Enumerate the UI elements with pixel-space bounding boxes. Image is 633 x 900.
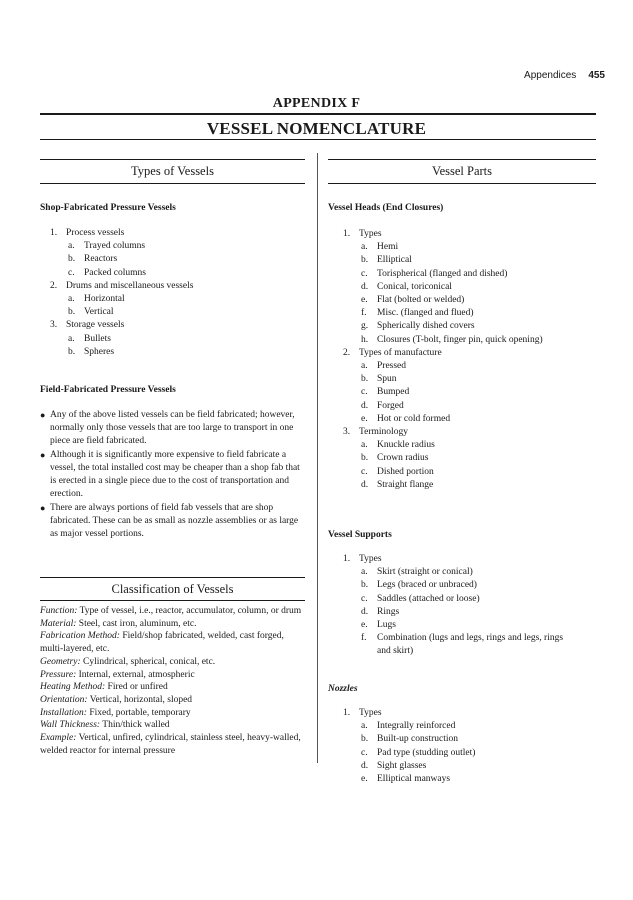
list-item-text: Integrally reinforced <box>377 721 456 732</box>
classification-text: Vertical, unfired, cylindrical, stainless steel, heavy-walled, welded reactor for internal pressure <box>40 733 301 756</box>
types-rule-bottom <box>40 183 305 184</box>
list-item <box>50 240 193 253</box>
column-divider <box>317 153 318 763</box>
list-item-text: Combination (lugs and legs, rings and legs, rings <box>377 633 564 644</box>
list-item-number: b. <box>361 453 369 464</box>
vessel-supports-list <box>343 553 563 659</box>
list-item <box>343 747 475 760</box>
list-item-number: a. <box>361 242 368 253</box>
list-item <box>50 346 193 359</box>
list-item-text: Spun <box>377 374 397 385</box>
list-item-text: Bumped <box>377 387 410 398</box>
classification-row <box>40 605 308 618</box>
list-item-text: Trayed columns <box>84 241 146 252</box>
classification-row <box>40 681 308 694</box>
classification-label: Geometry: <box>40 656 81 667</box>
list-item-number: d. <box>361 400 369 411</box>
list-item-number: 1. <box>343 554 351 564</box>
list-item-number: 1. <box>50 228 58 238</box>
classification-row <box>40 732 308 757</box>
appendix-label: APPENDIX F <box>272 96 361 111</box>
list-item-text: Sight glasses <box>377 760 427 771</box>
list-item-text: Flat (bolted or welded) <box>377 295 465 306</box>
parts-rule-bottom <box>328 183 596 184</box>
list-item <box>343 413 543 426</box>
classification-text: Internal, external, atmospheric <box>76 669 195 680</box>
list-item-number: b. <box>68 346 76 357</box>
list-item <box>343 228 543 241</box>
classification-row <box>40 719 308 732</box>
list-item <box>50 333 193 346</box>
bullet-icon: ● <box>40 503 46 513</box>
list-item <box>343 334 543 347</box>
list-item-number: h. <box>361 334 369 345</box>
list-item-text: Built-up construction <box>377 734 459 745</box>
list-item <box>50 319 193 332</box>
list-item <box>343 386 543 399</box>
list-item-text: Dished portion <box>377 466 434 477</box>
list-item <box>343 645 563 658</box>
list-item-number: 3. <box>343 427 351 438</box>
list-item-text: Forged <box>377 400 404 411</box>
list-item <box>343 553 563 566</box>
list-item-text: Knuckle radius <box>377 440 435 451</box>
list-item <box>343 439 543 452</box>
classification-row <box>40 656 308 669</box>
field-fabricated-heading: Field-Fabricated Pressure Vessels <box>40 385 176 395</box>
list-item-number: a. <box>361 721 368 732</box>
list-item-number: e. <box>361 620 368 631</box>
list-item-number: a. <box>68 241 75 252</box>
classification-rule-top <box>40 577 305 578</box>
classification-row <box>40 669 308 682</box>
list-item <box>50 253 193 266</box>
list-item-number: e. <box>361 413 368 424</box>
list-item-number: d. <box>361 606 369 617</box>
list-item-number: 2. <box>343 347 351 358</box>
classification-label: Function: <box>40 606 78 616</box>
list-item-text: Types <box>359 708 382 718</box>
list-item-text: Saddles (attached or loose) <box>377 593 480 604</box>
list-item <box>343 593 563 606</box>
list-item-text: Reactors <box>84 254 118 265</box>
list-item <box>343 619 563 632</box>
classification-text: Steel, cast iron, aluminum, etc. <box>76 618 197 629</box>
list-item-number: b. <box>68 307 76 318</box>
vessel-supports-heading: Vessel Supports <box>328 530 392 540</box>
list-item <box>343 466 543 479</box>
list-item <box>343 320 543 333</box>
list-item-text: Crown radius <box>377 453 429 464</box>
vessel-parts-heading: Vessel Parts <box>431 164 493 178</box>
bullet-icon: ● <box>40 410 46 420</box>
list-item-text: Conical, toriconical <box>377 281 452 292</box>
running-head <box>524 70 605 81</box>
list-item-text: Hemi <box>377 242 399 253</box>
list-item-text: Spheres <box>84 346 115 357</box>
nozzles-list <box>343 707 475 786</box>
classification-label: Installation: <box>40 707 87 718</box>
types-rule-top <box>40 159 305 160</box>
bullet-text: Although it is significantly more expensive to field fabricate a vessel, the total installed cost may be cheaper than a shop fab that is erected in a single piece due to the cost of transportation and erection. <box>50 450 300 499</box>
list-item <box>343 307 543 320</box>
list-item <box>343 760 475 773</box>
list-item <box>50 227 193 240</box>
list-item-number: b. <box>361 374 369 385</box>
list-item-number: 3. <box>50 320 58 331</box>
list-item-number: d. <box>361 479 369 490</box>
list-item-number: 1. <box>343 708 351 718</box>
list-item-number: d. <box>361 281 369 292</box>
list-item <box>343 268 543 281</box>
classification-text: Cylindrical, spherical, conical, etc. <box>80 656 216 667</box>
classification-text: Type of vessel, i.e., reactor, accumulator, column, or drum <box>77 606 302 616</box>
list-item-text: Types of manufacture <box>359 347 442 358</box>
list-item-text: Packed columns <box>84 267 147 278</box>
list-item-number: d. <box>361 760 369 771</box>
shop-fabricated-heading: Shop-Fabricated Pressure Vessels <box>40 203 176 213</box>
classification-text: Vertical, horizontal, sloped <box>87 694 193 705</box>
list-item <box>343 294 543 307</box>
list-item-number: 1. <box>343 229 351 239</box>
list-item-number: e. <box>361 295 368 306</box>
list-item-text: Pressed <box>377 361 407 372</box>
list-item-number: c. <box>361 387 368 398</box>
list-item-text: Lugs <box>377 620 396 631</box>
list-item-number: a. <box>361 567 368 578</box>
classification-row <box>40 618 308 631</box>
list-item-number: b. <box>361 255 369 266</box>
list-item <box>343 281 543 294</box>
title-rule-top <box>40 113 596 115</box>
list-item-number: f. <box>361 308 367 319</box>
page-title: VESSEL NOMENCLATURE <box>206 119 427 138</box>
list-item-text: Torispherical (flanged and dished) <box>377 268 508 279</box>
list-item-number: c. <box>361 466 368 477</box>
bullet-text: There are always portions of field fab vessels that are shop fabricated. These can be as small as nozzle assemblies or as large as major vessel portions. <box>50 503 299 539</box>
list-item <box>343 566 563 579</box>
list-item-number: a. <box>361 440 368 451</box>
classification-text: Field/shop fabricated, welded, cast forged, multi-layered, etc. <box>40 631 284 655</box>
types-of-vessels-heading: Types of Vessels <box>131 164 214 178</box>
classification-row <box>40 630 308 655</box>
list-item-number: 2. <box>50 280 58 291</box>
list-item-text: Legs (braced or unbraced) <box>377 580 477 591</box>
classification-label: Material: <box>40 618 77 629</box>
list-item <box>50 267 193 280</box>
classification-row <box>40 694 308 707</box>
list-item-text: Vertical <box>84 307 114 318</box>
classification-label: Wall Thickness: <box>40 720 101 731</box>
list-item-number: c. <box>361 268 368 279</box>
nozzles-heading: Nozzles <box>328 684 358 694</box>
list-item <box>343 360 543 373</box>
list-item-text: Closures (T-bolt, finger pin, quick opening) <box>377 334 543 345</box>
list-item-text: Skirt (straight or conical) <box>377 567 473 578</box>
list-item <box>343 632 563 645</box>
classification-rule-bottom <box>40 600 305 601</box>
list-item-number: g. <box>361 321 369 332</box>
list-item-text: Straight flange <box>377 479 434 490</box>
list-item-text: Bullets <box>84 333 111 344</box>
vessel-heads-list <box>343 228 543 492</box>
list-item <box>343 241 543 254</box>
list-item <box>343 452 543 465</box>
page-number: 455 <box>588 70 605 81</box>
list-item <box>343 254 543 267</box>
list-item-text: Elliptical <box>377 255 412 266</box>
list-item <box>343 479 543 492</box>
classification-label: Example: <box>40 733 77 744</box>
classification-label: Pressure: <box>40 669 77 680</box>
list-item-number: a. <box>361 361 368 372</box>
bullet-item <box>40 502 308 541</box>
classification-row <box>40 707 308 720</box>
classification-text: Fixed, portable, temporary <box>86 707 191 718</box>
list-item-text: and skirt) <box>377 646 414 657</box>
bullet-item <box>40 409 308 448</box>
bullet-icon: ● <box>40 450 46 460</box>
classification-heading: Classification of Vessels <box>111 582 234 596</box>
vessel-heads-heading: Vessel Heads (End Closures) <box>328 203 444 213</box>
list-item-number: c. <box>361 747 368 758</box>
list-item-number: f. <box>361 633 367 644</box>
section-name: Appendices <box>524 70 577 81</box>
list-item-text: Rings <box>377 606 400 617</box>
list-item-number: b. <box>361 734 369 745</box>
field-fabricated-bullets <box>40 409 308 542</box>
classification-label: Fabrication Method: <box>40 631 120 642</box>
list-item <box>343 733 475 746</box>
bullet-text: Any of the above listed vessels can be field fabricated; however, normally only those vessels that are too large to transport in one piece are field fabricated. <box>50 410 295 446</box>
list-item-text: Storage vessels <box>66 320 125 331</box>
list-item-text: Misc. (flanged and flued) <box>377 308 474 319</box>
title-rule-bottom <box>40 139 596 140</box>
list-item-text: Types <box>359 554 382 564</box>
classification-text: Thin/thick walled <box>100 720 170 731</box>
list-item-text: Types <box>359 229 382 239</box>
list-item-number: b. <box>68 254 76 265</box>
list-item-text: Terminology <box>359 427 408 438</box>
list-item <box>343 426 543 439</box>
list-item-text: Pad type (studding outlet) <box>377 747 476 758</box>
list-item <box>343 773 475 786</box>
list-item <box>50 280 193 293</box>
parts-rule-top <box>328 159 596 160</box>
shop-fabricated-list <box>50 227 193 359</box>
bullet-item <box>40 449 308 501</box>
classification-list <box>40 605 308 757</box>
list-item-number: c. <box>361 593 368 604</box>
list-item <box>50 293 193 306</box>
list-item-text: Elliptical manways <box>377 774 451 785</box>
list-item-text: Hot or cold formed <box>377 413 451 424</box>
list-item <box>343 347 543 360</box>
list-item-text: Spherically dished covers <box>377 321 475 332</box>
list-item-text: Drums and miscellaneous vessels <box>66 280 194 291</box>
list-item <box>343 720 475 733</box>
list-item-number: c. <box>68 267 75 278</box>
list-item <box>343 373 543 386</box>
list-item-text: Process vessels <box>66 228 125 238</box>
list-item-number: a. <box>68 294 75 305</box>
list-item <box>343 579 563 592</box>
list-item <box>343 400 543 413</box>
classification-label: Orientation: <box>40 694 88 705</box>
list-item <box>343 707 475 720</box>
list-item-number: a. <box>68 333 75 344</box>
classification-label: Heating Method: <box>40 682 106 693</box>
list-item-text: Horizontal <box>84 294 125 305</box>
classification-text: Fired or unfired <box>105 682 168 693</box>
list-item <box>343 606 563 619</box>
list-item <box>50 306 193 319</box>
list-item-number: b. <box>361 580 369 591</box>
list-item-number: e. <box>361 774 368 785</box>
